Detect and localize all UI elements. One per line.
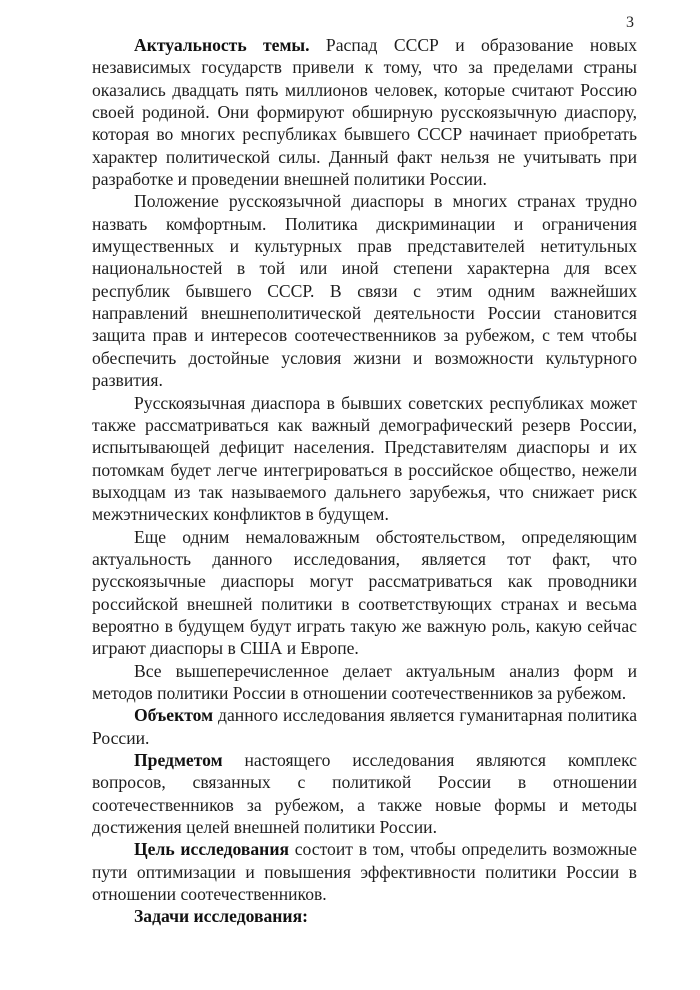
paragraph-lead: Задачи исследования: [134, 906, 308, 927]
paragraph-text: настоящего исследования являются комплекс вопросов, связанных с политикой России в отношении соотечественников за рубежом, а также новые формы и методы достижения целей внешней политики России. [92, 750, 637, 838]
paragraph-text: Распад СССР и образование новых независимых государств привели к тому, что за пределами страны оказались двадцать пять миллионов человек, которые считают Россию своей родиной. Они формируют обширную русскоязычную диаспору, которая во многих республиках бывшего СССР начинает приобретать характер политической силы. Данный факт нельзя не учитывать при разработке и проведении внешней политики России. [92, 35, 637, 190]
paragraph-text: данного исследования является гуманитарная политика России. [92, 705, 637, 748]
paragraph-text: Все вышеперечисленное делает актуальным анализ форм и методов политики России в отношении соотечественников за рубежом. [92, 660, 637, 703]
paragraph-summary [92, 660, 637, 705]
paragraph-object [92, 704, 637, 749]
paragraph-lead: Объектом [134, 705, 214, 726]
paragraph-tasks-heading [92, 905, 637, 927]
body-text [92, 34, 637, 928]
paragraph-lead: Актуальность темы. [134, 35, 310, 55]
paragraph-lead: Предметом [134, 750, 223, 770]
page-number: 3 [626, 14, 634, 31]
paragraph-diaspora-situation [92, 190, 637, 391]
paragraph-relevance [92, 34, 637, 190]
paragraph-foreign-policy-conductors [92, 526, 637, 660]
paragraph-text: Еще одним немаловажным обстоятельством, определяющим актуальность данного исследования, является тот факт, что русскоязычные диаспоры могут рассматриваться как проводники российской внешней политики в соответствующих странах и весьма вероятно в будущем будут играть такую же важную роль, какую сейчас играют диаспоры в США и Европе. [92, 526, 637, 659]
paragraph-text: состоит в том, чтобы определить возможные пути оптимизации и повышения эффективности политики России в отношении соотечественников. [92, 839, 637, 905]
paragraph-text: Положение русскоязычной диаспоры в многих странах трудно назвать комфортным. Политика дискриминации и ограничения имущественных и культурных прав представителей нетитульных национальностей в той или иной степени характерна для всех республик бывшего СССР. В связи с этим одним важнейших направлений внешнеполитической деятельности России становится защита прав и интересов соотечественников за рубежом, с тем чтобы обеспечить достойные условия жизни и возможности культурного развития. [92, 191, 637, 391]
paragraph-demographic-reserve [92, 392, 637, 526]
paragraph-goal [92, 838, 637, 905]
paragraph-text: Русскоязычная диаспора в бывших советских республиках может также рассматриваться как важный демографический резерв России, испытывающей дефицит населения. Представителям диаспоры и их потомкам будет легче интегрироваться в российское общество, нежели выходцам из так называемого дальнего зарубежья, что снижает риск межэтнических конфликтов в будущем. [92, 392, 637, 525]
paragraph-subject [92, 749, 637, 838]
paragraph-lead: Цель исследования [134, 839, 289, 860]
